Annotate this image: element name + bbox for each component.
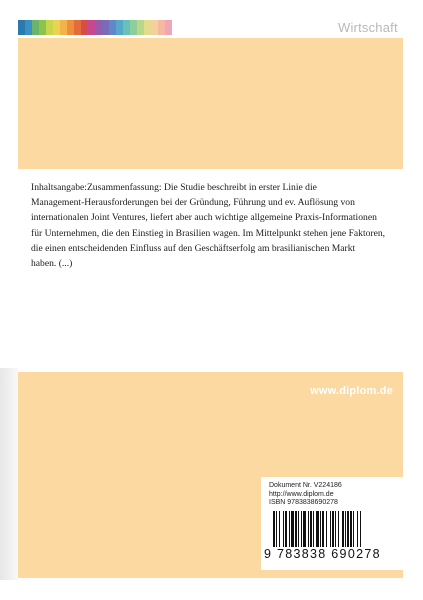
barcode-bar	[295, 511, 297, 547]
page-edge-shadow	[0, 368, 18, 580]
color-stripe	[144, 20, 151, 35]
barcode-bar	[353, 511, 354, 547]
barcode-bar	[350, 511, 352, 547]
barcode-box	[261, 477, 403, 570]
barcode-bar	[285, 511, 287, 547]
color-stripe	[102, 20, 109, 35]
publisher-website: www.diplom.de	[310, 385, 393, 397]
color-stripe	[137, 20, 144, 35]
barcode-bar	[276, 511, 277, 547]
color-stripe	[130, 20, 137, 35]
barcode-bar	[342, 511, 344, 547]
color-stripe	[18, 20, 25, 35]
color-stripe	[158, 20, 165, 35]
barcode-bar	[316, 511, 319, 547]
color-stripe	[39, 20, 46, 35]
barcode-image	[273, 511, 393, 547]
color-stripe	[32, 20, 39, 35]
color-stripe	[67, 20, 74, 35]
barcode-bar	[330, 511, 331, 547]
color-stripe	[74, 20, 81, 35]
color-stripe	[123, 20, 130, 35]
color-stripe	[60, 20, 67, 35]
color-stripe	[116, 20, 123, 35]
barcode-bar	[289, 511, 290, 547]
color-stripe	[109, 20, 116, 35]
barcode-bar	[332, 511, 334, 547]
document-number: Dokument Nr. V224186	[269, 482, 342, 489]
barcode-bar	[310, 511, 312, 547]
barcode-digits: 9 783838 690278	[264, 547, 381, 561]
barcode-bar	[301, 511, 302, 547]
blurb-line: haben. (...)	[31, 258, 73, 270]
top-color-panel	[18, 38, 403, 169]
blurb-line: Management-Herausforderungen bei der Gründung, Führung und ev. Auflösung von	[31, 197, 355, 209]
barcode-bar	[345, 511, 346, 547]
blurb-line: die einen entscheidenden Einfluss auf den Geschäftserfolg am brasilianischen Markt	[31, 242, 356, 254]
color-stripe	[25, 20, 32, 35]
blurb-line: für Unternehmen, die den Einstieg in Brasilien wagen. Im Mittelpunkt stehen jene Faktoren,	[31, 227, 386, 239]
barcode-bar	[357, 511, 358, 547]
barcode-bar	[322, 511, 324, 547]
isbn-text: ISBN 9783838690278	[269, 499, 338, 506]
color-stripe	[151, 20, 158, 35]
barcode-bar	[360, 511, 361, 547]
barcode-bar	[283, 511, 284, 547]
barcode-bar	[308, 511, 309, 547]
color-stripe-bar	[18, 20, 172, 35]
category-label: Wirtschaft	[338, 20, 398, 35]
color-stripe	[53, 20, 60, 35]
color-stripe	[165, 20, 172, 35]
barcode-bar	[338, 511, 339, 547]
blurb-text	[31, 180, 395, 271]
barcode-bar	[326, 511, 327, 547]
color-stripe	[95, 20, 102, 35]
barcode-bar	[279, 511, 280, 547]
barcode-bar	[303, 511, 306, 547]
barcode-bar	[347, 511, 349, 547]
barcode-bar	[291, 511, 294, 547]
color-stripe	[88, 20, 95, 35]
barcode-bar	[320, 511, 321, 547]
color-stripe	[46, 20, 53, 35]
blurb-line: Inhaltsangabe:Zusammenfassung: Die Studie beschreibt in erster Linie die	[31, 182, 317, 193]
barcode-bar	[335, 511, 336, 547]
barcode-bar	[273, 511, 275, 547]
document-info	[269, 482, 342, 508]
barcode-bar	[313, 511, 314, 547]
barcode-bar	[298, 511, 299, 547]
blurb-line: internationalen Joint Ventures, liefert aber auch wichtige allgemeine Praxis-Informationen	[31, 212, 377, 224]
color-stripe	[81, 20, 88, 35]
document-url: http://www.diplom.de	[269, 490, 334, 498]
